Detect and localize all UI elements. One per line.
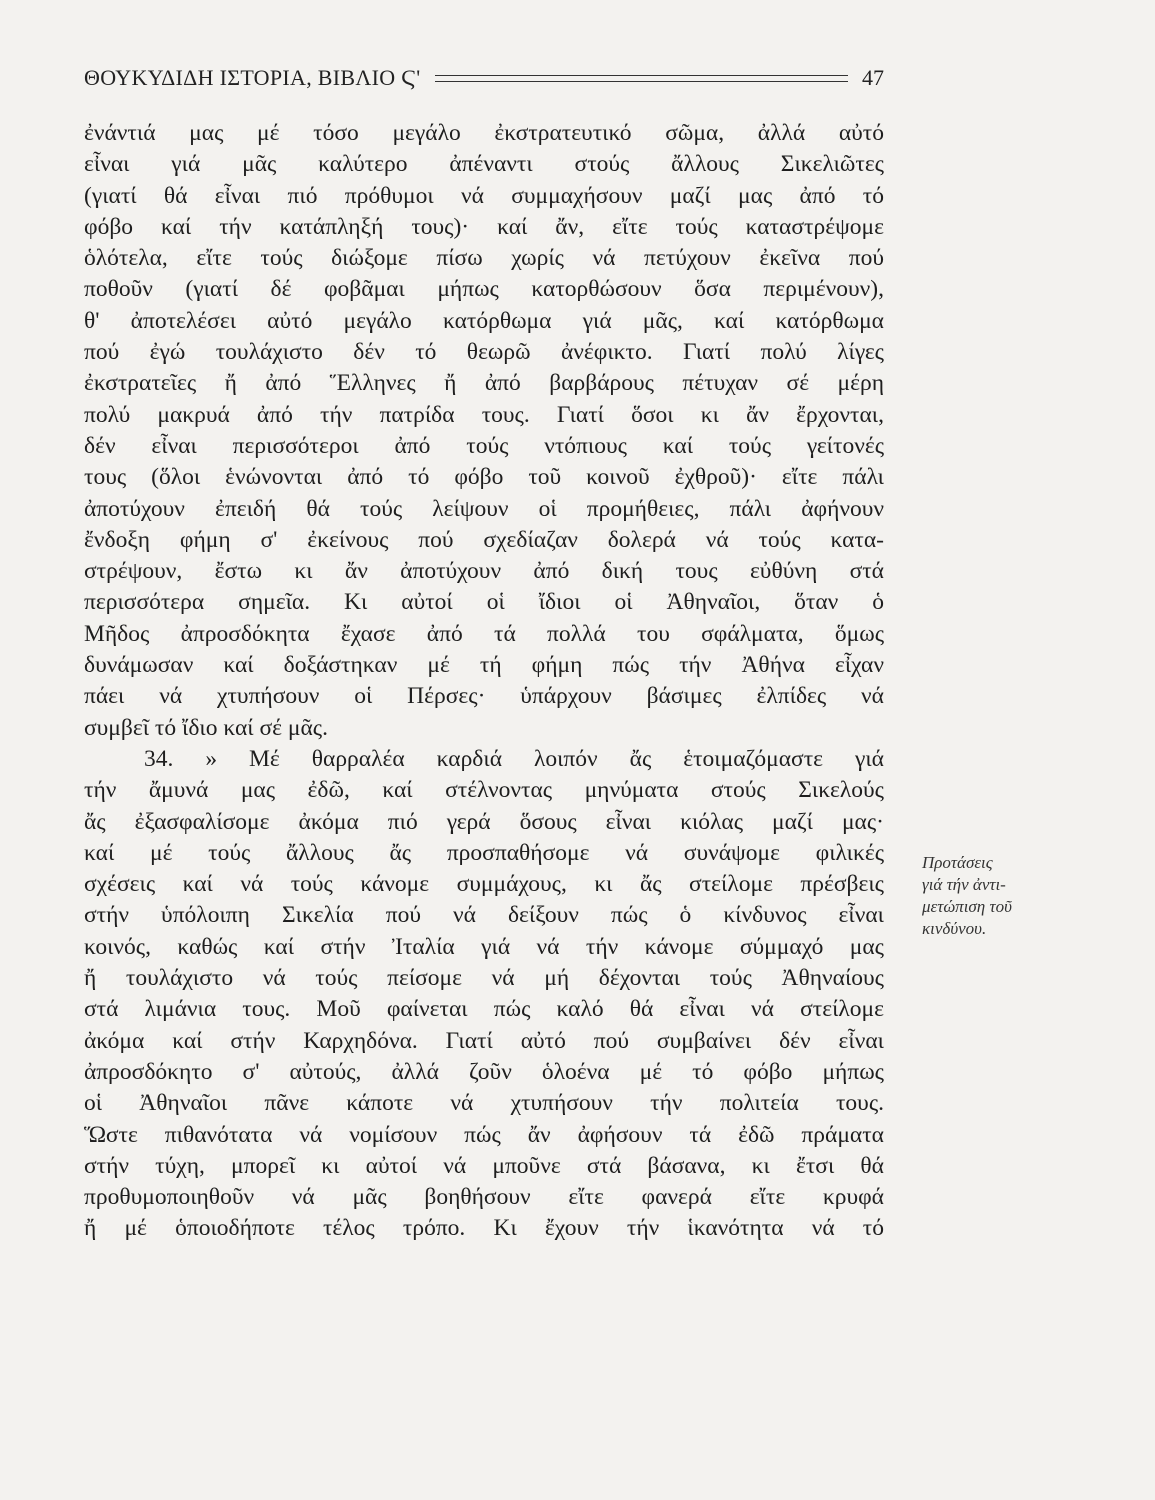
margin-note — [922, 852, 1072, 940]
text-line: δέν εἶναι περισσότεροι ἀπό τούς ντόπιους καί τούς γείτονές — [84, 432, 884, 459]
text-line: Ὥστε πιθανότατα νά νομίσουν πώς ἄν ἀφήσουν τά ἐδῶ πράματα — [84, 1121, 884, 1148]
text-line: εἶναι γιά μᾶς καλύτερο ἀπέναντι στούς ἄλλους Σικελιῶτες — [84, 151, 884, 178]
text-line: ἐνάντιά μας μέ τόσο μεγάλο ἐκστρατευτικό σῶμα, ἀλλά αὐτό — [84, 120, 884, 146]
margin-note-line: κινδύνου. — [922, 919, 987, 938]
text-line: ἀποτύχουν ἐπειδή θά τούς λείψουν οἱ προμήθειες, πάλι ἀφήνουν — [84, 495, 884, 522]
text-line: ὁλότελα, εἴτε τούς διώξομε πίσω χωρίς νά πετύχουν ἐκεῖνα πού — [84, 245, 884, 272]
text-line: ἀπροσδόκητο σ' αὐτούς, ἀλλά ζοῦν ὁλοένα μέ τό φόβο μήπως — [84, 1058, 884, 1085]
text-line: στρέψουν, ἔστω κι ἄν ἀποτύχουν ἀπό δική τους εὐθύνη στά — [84, 558, 884, 585]
text-line: τήν ἄμυνά μας ἐδῶ, καί στέλνοντας μηνύματα στούς Σικελούς — [84, 777, 884, 804]
text-line: στά λιμάνια τους. Μοῦ φαίνεται πώς καλό θά εἶναι νά στείλομε — [84, 996, 884, 1023]
running-header — [84, 62, 884, 94]
text-line: ποθοῦν (γιατί δέ φοβᾶμαι μήπως κατορθώσουν ὅσα περιμένουν), — [84, 276, 884, 303]
text-line: ἤ μέ ὁποιοδήποτε τέλος τρόπο. Κι ἔχουν τήν ἱκανότητα νά τό — [84, 1215, 884, 1242]
text-line: φόβο καί τήν κατάπληξή τους)· καί ἄν, εἴτε τούς καταστρέψομε — [84, 213, 884, 240]
text-line: (γιατί θά εἶναι πιό πρόθυμοι νά συμμαχήσουν μαζί μας ἀπό τό — [84, 182, 884, 209]
text-line: στήν τύχη, μπορεῖ κι αὐτοί νά μποῦνε στά βάσανα, κι ἔτσι θά — [84, 1152, 884, 1179]
text-line: ἀκόμα καί στήν Καρχηδόνα. Γιατί αὐτό πού συμβαίνει δέν εἶναι — [84, 1027, 884, 1054]
text-line: πολύ μακρυά ἀπό τήν πατρίδα τους. Γιατί ὅσοι κι ἄν ἔρχονται, — [84, 401, 884, 428]
text-line: πάει νά χτυπήσουν οἱ Πέρσες· ὑπάρχουν βάσιμες ἐλπίδες νά — [84, 683, 884, 710]
text-line: θ' ἀποτελέσει αὐτό μεγάλο κατόρθωμα γιά μᾶς, καί κατόρθωμα — [84, 307, 884, 334]
text-line: καί μέ τούς ἄλλους ἄς προσπαθήσομε νά συνάψομε φιλικές — [84, 839, 884, 866]
text-line: τους (ὅλοι ἑνώνονται ἀπό τό φόβο τοῦ κοινοῦ ἐχθροῦ)· εἴτε πάλι — [84, 464, 884, 491]
paragraph-end-line: συμβεῖ τό ἴδιο καί σέ μᾶς. — [84, 714, 328, 741]
text-line: ἄς ἐξασφαλίσομε ἀκόμα πιό γερά ὅσους εἶναι κιόλας μαζί μας· — [84, 808, 884, 835]
text-line: πού ἐγώ τουλάχιστο δέν τό θεωρῶ ἀνέφικτο. Γιατί πολύ λίγες — [84, 339, 884, 366]
text-line: περισσότερα σημεῖα. Κι αὐτοί οἱ ἴδιοι οἱ Ἀθηναῖοι, ὅταν ὁ — [84, 589, 884, 616]
section-34-first-line: 34. » Μέ θαρραλέα καρδιά λοιπόν ἄς ἑτοιμαζόμαστε γιά — [144, 745, 884, 772]
margin-note-line: γιά τήν ἀντι- — [922, 875, 1006, 894]
text-line: ἔνδοξη φήμη σ' ἐκείνους πού σχεδίαζαν δολερά νά τούς κατα- — [84, 526, 884, 553]
header-title: ΘΟΥΚΥΔΙΔΗ ΙΣΤΟΡΙΑ, ΒΙΒΛΙΟ Ϛ' — [84, 65, 421, 90]
text-line: δυνάμωσαν καί δοξάστηκαν μέ τή φήμη πώς τήν Ἀθήνα εἶχαν — [84, 652, 884, 679]
body-text — [84, 118, 884, 1245]
margin-note-line: Προτάσεις — [922, 853, 993, 872]
text-line: σχέσεις καί νά τούς κάνομε συμμάχους, κι ἄς στείλομε πρέσβεις — [84, 871, 884, 898]
text-line: στήν ὑπόλοιπη Σικελία πού νά δείξουν πώς ὁ κίνδυνος εἶναι — [84, 902, 884, 929]
text-line: Μῆδος ἀπροσδόκητα ἔχασε ἀπό τά πολλά του σφάλματα, ὅμως — [84, 620, 884, 647]
text-line: ἐκστρατεῖες ἤ ἀπό Ἕλληνες ἤ ἀπό βαρβάρους πέτυχαν σέ μέρη — [84, 370, 884, 397]
margin-note-line: μετώπιση τοῦ — [922, 897, 1012, 916]
header-double-rule — [435, 75, 849, 82]
text-line: οἱ Ἀθηναῖοι πᾶνε κάποτε νά χτυπήσουν τήν πολιτεία τους. — [84, 1090, 884, 1117]
text-line: κοινός, καθώς καί στήν Ἰταλία γιά νά τήν κάνομε σύμμαχό μας — [84, 933, 884, 960]
text-line: ἤ τουλάχιστο νά τούς πείσομε νά μή δέχονται τούς Ἀθηναίους — [84, 965, 884, 992]
page-number: 47 — [862, 65, 884, 90]
text-line: προθυμοποιηθοῦν νά μᾶς βοηθήσουν εἴτε φανερά εἴτε κρυφά — [84, 1184, 884, 1211]
